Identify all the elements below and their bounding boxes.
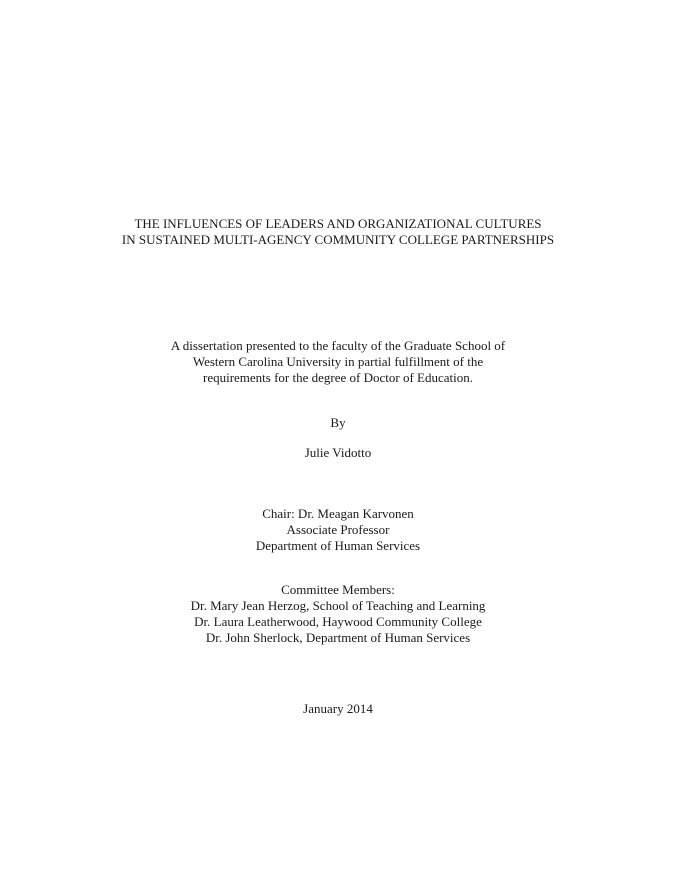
committee-member: Dr. Mary Jean Herzog, School of Teaching and Learning (190, 598, 486, 613)
committee-info (0, 582, 676, 646)
chair-name: Chair: Dr. Meagan Karvonen (262, 506, 414, 521)
statement-line-1: A dissertation presented to the faculty of the Graduate School of (170, 338, 506, 353)
committee-heading: Committee Members: (281, 582, 395, 597)
committee-member: Dr. Laura Leatherwood, Haywood Community College (194, 614, 482, 629)
by-label (0, 415, 676, 431)
dissertation-title (0, 216, 676, 248)
committee-member: Dr. John Sherlock, Department of Human Services (205, 630, 471, 645)
dissertation-statement (0, 338, 676, 386)
by-text: By (330, 415, 346, 430)
date-text: January 2014 (303, 701, 373, 716)
chair-info (0, 506, 676, 554)
submission-date (0, 701, 676, 717)
statement-line-3: requirements for the degree of Doctor of Education. (202, 370, 473, 385)
chair-department: Department of Human Services (255, 538, 421, 553)
statement-line-2: Western Carolina University in partial fulfillment of the (192, 354, 484, 369)
author-text: Julie Vidotto (304, 445, 372, 460)
author-name (0, 445, 676, 461)
title-line-1: THE INFLUENCES OF LEADERS AND ORGANIZATIONAL CULTURES (134, 216, 542, 231)
title-line-2: IN SUSTAINED MULTI-AGENCY COMMUNITY COLLEGE PARTNERSHIPS (121, 232, 555, 247)
chair-title: Associate Professor (286, 522, 390, 537)
